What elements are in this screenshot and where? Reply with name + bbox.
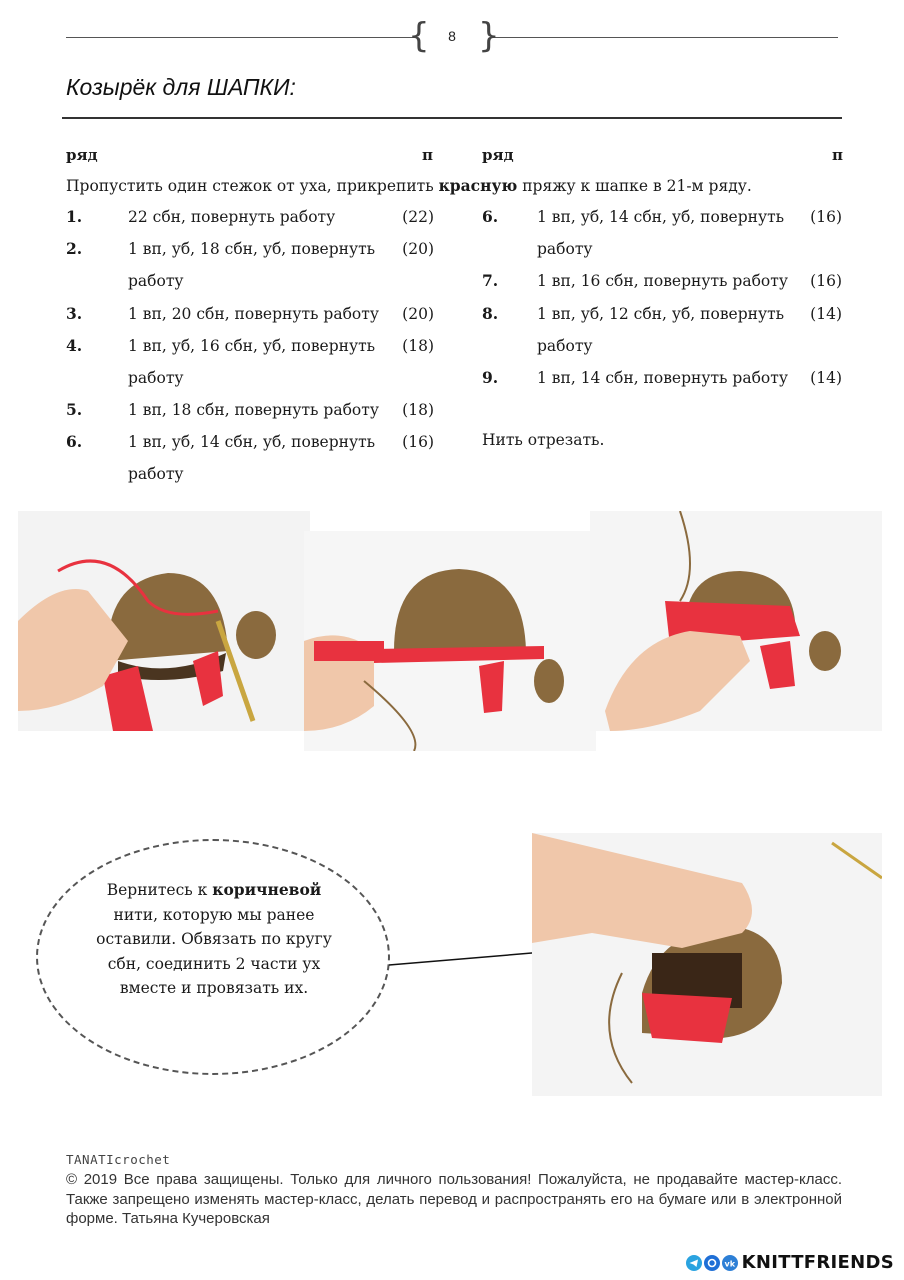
intro-text: Пропустить один стежок от уха, прикрепить [66, 177, 439, 195]
row-text: 1 вп, уб, 14 сбн, уб, повернуть работу [128, 433, 376, 483]
intro-text-end: пряжу к шапке в 21-м ряду. [517, 177, 752, 195]
title-divider [62, 117, 842, 119]
photo-finished-visor [590, 511, 882, 731]
callout-text-start: Вернитесь к [106, 881, 213, 899]
row-count: (16) [810, 272, 842, 290]
row-text: 1 вп, 20 сбн, повернуть работу [128, 305, 379, 323]
watermark-text: KNITTFRIENDS [741, 1252, 894, 1273]
cut-yarn-note: Нить отрезать. [482, 431, 605, 449]
row-number: 1. [66, 207, 83, 226]
left-count-header: п [422, 146, 433, 164]
photo-crochet-visor [304, 531, 596, 751]
row-count: (20) [402, 305, 434, 323]
row-number: 6. [66, 432, 83, 451]
row-number: 3. [66, 304, 83, 323]
row-count: (14) [810, 305, 842, 323]
row-count: (16) [402, 433, 434, 451]
row-count: (18) [402, 401, 434, 419]
callout-highlight: коричневой [212, 880, 322, 899]
row-number: 4. [66, 336, 83, 355]
intro-highlight: красную [438, 176, 518, 195]
page-number: 8 [448, 28, 456, 44]
row-text: 1 вп, 14 сбн, повернуть работу [537, 369, 788, 387]
photo-illustration [304, 531, 596, 751]
row-count: (14) [810, 369, 842, 387]
row-text: 22 сбн, повернуть работу [128, 208, 336, 226]
header-rule-left [66, 37, 414, 38]
row-text: 1 вп, 16 сбн, повернуть работу [537, 272, 788, 290]
row-text: 1 вп, уб, 16 сбн, уб, повернуть работу [128, 337, 376, 387]
intro-instruction [66, 176, 846, 195]
vk-icon [722, 1255, 738, 1271]
row-number: 8. [482, 304, 499, 323]
row-text: 1 вп, уб, 12 сбн, уб, повернуть работу [537, 305, 785, 355]
photo-illustration [590, 511, 882, 731]
row-text: 1 вп, уб, 14 сбн, уб, повернуть работу [537, 208, 785, 258]
left-row-header: ряд [66, 146, 98, 164]
callout-text [80, 878, 348, 1001]
row-text: 1 вп, 18 сбн, повернуть работу [128, 401, 379, 419]
copyright-notice: © 2019 Все права защищены. Только для личного пользования! Пожалуйста, не продавайте мастер-класс. Также запрещено изменять мастер-класс, делать перевод и распространять его на бумаге или в электронной форме. Татьяна Кучеровская [66, 1171, 842, 1227]
brand-name: TANATIcrochet [66, 1152, 171, 1167]
callout-text-rest: нити, которую мы ранее оставили. Обвязать по кругу сбн, соединить 2 части ух вместе и провязать их. [96, 905, 332, 997]
right-row-header: ряд [482, 146, 514, 164]
brace-left: { [408, 16, 430, 56]
svg-text:vk: vk [724, 1259, 735, 1268]
telegram-icon [686, 1255, 702, 1271]
photo-join-ears [532, 833, 882, 1096]
row-count: (22) [402, 208, 434, 226]
row-number: 7. [482, 271, 499, 290]
ok-icon [704, 1255, 720, 1271]
row-number: 9. [482, 368, 499, 387]
row-number: 6. [482, 207, 499, 226]
brace-right: } [478, 16, 500, 56]
right-count-header: п [832, 146, 843, 164]
watermark [686, 1252, 894, 1273]
photo-attach-red-yarn [18, 511, 310, 731]
photo-illustration [532, 833, 882, 1096]
row-number: 2. [66, 239, 83, 258]
row-number: 5. [66, 400, 83, 419]
row-count: (20) [402, 240, 434, 258]
photo-illustration [18, 511, 310, 731]
section-title: Козырёк для ШАПКИ: [66, 74, 296, 100]
row-text: 1 вп, уб, 18 сбн, уб, повернуть работу [128, 240, 376, 290]
header-rule-right [490, 37, 838, 38]
row-count: (16) [810, 208, 842, 226]
row-count: (18) [402, 337, 434, 355]
